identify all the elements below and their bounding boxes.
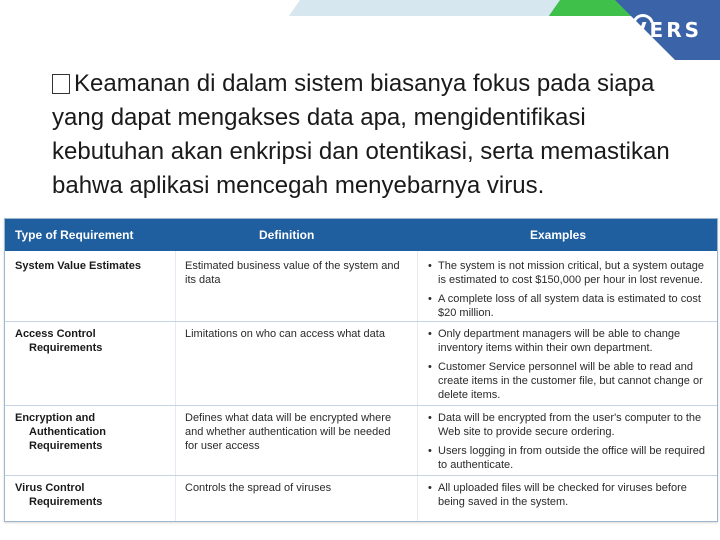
row-examples	[428, 481, 710, 514]
column-divider	[417, 251, 418, 521]
row-type-line: Requirements	[29, 496, 103, 508]
row-type	[15, 481, 165, 509]
column-divider	[175, 251, 176, 521]
header-definition: Definition	[259, 228, 315, 242]
bullet-text: Keamanan di dalam sistem biasanya fokus pada siapa yang dapat mengakses data apa, mengidentifikasi kebutuhan akan enkripsi dan otentikasi, serta memastikan bahwa aplikasi mencegah menyebarnya virus.	[52, 70, 670, 199]
table-header	[5, 219, 717, 251]
example-item: • Data will be encrypted from the user's computer to the Web site to provide secure ordering.	[428, 411, 710, 439]
uvers-logo: UVERS	[611, 18, 702, 42]
row-type-line: Authentication	[29, 426, 106, 438]
example-item: • All uploaded files will be checked for viruses before being saved in the system.	[428, 481, 710, 509]
row-definition: Estimated business value of the system and its data	[185, 260, 400, 286]
row-type-line: Requirements	[29, 440, 103, 452]
row-type	[15, 259, 165, 273]
example-item: • Customer Service personnel will be able to read and create items in the customer file, but cannot change or delete items.	[428, 360, 710, 402]
example-item: • The system is not mission critical, but a system outage is estimated to cost $150,000 per hour in lost revenue.	[428, 259, 710, 287]
row-examples	[428, 411, 710, 477]
example-item: • Only department managers will be able to change inventory items within their own department.	[428, 327, 710, 355]
example-item: • Users logging in from outside the office will be required to authenticate.	[428, 444, 710, 472]
header-examples: Examples	[530, 228, 587, 242]
header-type: Type of Requirement	[15, 228, 134, 242]
example-item: • A complete loss of all system data is estimated to cost $20 million.	[428, 292, 710, 320]
row-type	[15, 411, 165, 453]
row-type-line: Access Control	[15, 328, 96, 340]
row-type-line: Encryption and	[15, 412, 96, 424]
row-type	[15, 327, 165, 355]
row-definition: Limitations on who can access what data	[185, 328, 385, 340]
row-examples	[428, 259, 710, 325]
row-separator	[5, 475, 717, 476]
row-type-line: Requirements	[29, 342, 103, 354]
row-separator	[5, 321, 717, 322]
row-definition: Defines what data will be encrypted where and whether authentication will be needed for user access	[185, 412, 392, 452]
row-type-line: Virus Control	[15, 482, 85, 494]
bullet-box-icon	[52, 74, 70, 94]
row-separator	[5, 405, 717, 406]
row-definition: Controls the spread of viruses	[185, 482, 332, 494]
slide-bullet	[52, 67, 692, 203]
row-examples	[428, 327, 710, 407]
row-type-line: System Value Estimates	[15, 260, 141, 272]
security-requirements-table	[4, 218, 718, 522]
